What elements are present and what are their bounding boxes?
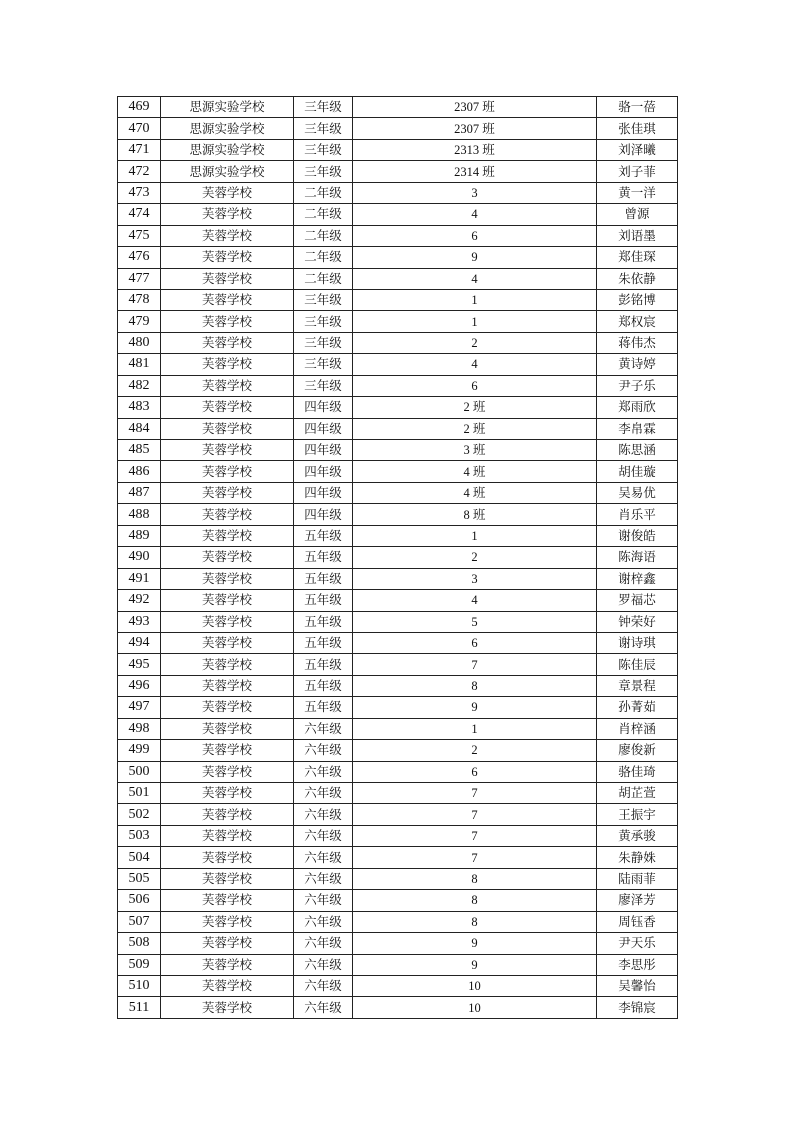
grade-cell: 六年级 [294,847,353,868]
table-row [118,247,678,268]
table-row [118,761,678,782]
student-name-cell: 黄一洋 [597,182,678,203]
row-number-cell: 505 [118,868,161,889]
school-name-cell: 芙蓉学校 [161,547,294,568]
class-cell: 9 [353,697,597,718]
grade-cell: 四年级 [294,504,353,525]
school-name-cell: 芙蓉学校 [161,418,294,439]
row-number-cell: 503 [118,825,161,846]
school-name-cell: 芙蓉学校 [161,268,294,289]
school-name-cell: 芙蓉学校 [161,718,294,739]
student-list-table [117,96,678,1019]
row-number-cell: 500 [118,761,161,782]
student-name-cell: 罗福芯 [597,590,678,611]
school-name-cell: 芙蓉学校 [161,289,294,310]
school-name-cell: 芙蓉学校 [161,568,294,589]
school-name-cell: 芙蓉学校 [161,311,294,332]
school-name-cell: 思源实验学校 [161,118,294,139]
student-name-cell: 刘泽曦 [597,139,678,160]
row-number-cell: 476 [118,247,161,268]
school-name-cell: 芙蓉学校 [161,804,294,825]
table-row [118,354,678,375]
class-cell: 7 [353,825,597,846]
class-cell: 9 [353,954,597,975]
table-row [118,311,678,332]
class-cell: 8 [353,890,597,911]
school-name-cell: 芙蓉学校 [161,975,294,996]
grade-cell: 六年级 [294,954,353,975]
grade-cell: 六年级 [294,804,353,825]
table-row [118,547,678,568]
student-name-cell: 张佳琪 [597,118,678,139]
grade-cell: 四年级 [294,482,353,503]
grade-cell: 三年级 [294,139,353,160]
class-cell: 7 [353,804,597,825]
row-number-cell: 504 [118,847,161,868]
table-row [118,911,678,932]
student-name-cell: 郑雨欣 [597,397,678,418]
table-row [118,997,678,1018]
student-name-cell: 黄诗婷 [597,354,678,375]
school-name-cell: 芙蓉学校 [161,783,294,804]
class-cell: 4 班 [353,482,597,503]
class-cell: 6 [353,225,597,246]
class-cell: 2 [353,740,597,761]
class-cell: 7 [353,783,597,804]
table-row [118,654,678,675]
student-name-cell: 谢俊皓 [597,525,678,546]
student-name-cell: 郑权宸 [597,311,678,332]
grade-cell: 四年级 [294,461,353,482]
class-cell: 4 [353,590,597,611]
class-cell: 9 [353,933,597,954]
grade-cell: 三年级 [294,118,353,139]
row-number-cell: 480 [118,332,161,353]
student-name-cell: 吴馨怡 [597,975,678,996]
grade-cell: 六年级 [294,933,353,954]
grade-cell: 六年级 [294,911,353,932]
grade-cell: 五年级 [294,654,353,675]
row-number-cell: 470 [118,118,161,139]
grade-cell: 三年级 [294,97,353,118]
table-row [118,139,678,160]
row-number-cell: 509 [118,954,161,975]
student-name-cell: 陆雨菲 [597,868,678,889]
grade-cell: 三年级 [294,354,353,375]
grade-cell: 三年级 [294,332,353,353]
table-row [118,118,678,139]
class-cell: 2314 班 [353,161,597,182]
table-row [118,161,678,182]
class-cell: 1 [353,525,597,546]
table-row [118,97,678,118]
row-number-cell: 502 [118,804,161,825]
student-name-cell: 陈海语 [597,547,678,568]
row-number-cell: 493 [118,611,161,632]
grade-cell: 五年级 [294,675,353,696]
class-cell: 8 [353,911,597,932]
school-name-cell: 思源实验学校 [161,161,294,182]
table-row [118,890,678,911]
table-row [118,740,678,761]
table-row [118,568,678,589]
student-name-cell: 周钰香 [597,911,678,932]
class-cell: 8 [353,868,597,889]
class-cell: 2 班 [353,418,597,439]
class-cell: 9 [353,247,597,268]
school-name-cell: 芙蓉学校 [161,375,294,396]
row-number-cell: 490 [118,547,161,568]
school-name-cell: 思源实验学校 [161,97,294,118]
grade-cell: 五年级 [294,590,353,611]
row-number-cell: 484 [118,418,161,439]
class-cell: 1 [353,289,597,310]
row-number-cell: 482 [118,375,161,396]
student-name-cell: 李思彤 [597,954,678,975]
student-name-cell: 章景程 [597,675,678,696]
school-name-cell: 芙蓉学校 [161,182,294,203]
school-name-cell: 芙蓉学校 [161,911,294,932]
row-number-cell: 487 [118,482,161,503]
student-name-cell: 朱静姝 [597,847,678,868]
class-cell: 4 [353,354,597,375]
student-name-cell: 钟荣好 [597,611,678,632]
grade-cell: 二年级 [294,225,353,246]
grade-cell: 三年级 [294,289,353,310]
row-number-cell: 507 [118,911,161,932]
student-name-cell: 孙菁茹 [597,697,678,718]
school-name-cell: 芙蓉学校 [161,504,294,525]
class-cell: 4 [353,268,597,289]
row-number-cell: 511 [118,997,161,1018]
school-name-cell: 芙蓉学校 [161,890,294,911]
table-row [118,632,678,653]
grade-cell: 二年级 [294,204,353,225]
class-cell: 2313 班 [353,139,597,160]
school-name-cell: 芙蓉学校 [161,997,294,1018]
grade-cell: 二年级 [294,247,353,268]
row-number-cell: 483 [118,397,161,418]
student-name-cell: 胡芷萱 [597,783,678,804]
school-name-cell: 芙蓉学校 [161,354,294,375]
row-number-cell: 485 [118,440,161,461]
class-cell: 4 [353,204,597,225]
row-number-cell: 494 [118,632,161,653]
class-cell: 2 [353,547,597,568]
grade-cell: 六年级 [294,740,353,761]
table-row [118,418,678,439]
grade-cell: 六年级 [294,890,353,911]
row-number-cell: 488 [118,504,161,525]
row-number-cell: 498 [118,718,161,739]
table-row [118,868,678,889]
class-cell: 4 班 [353,461,597,482]
row-number-cell: 479 [118,311,161,332]
class-cell: 3 班 [353,440,597,461]
table-row [118,440,678,461]
row-number-cell: 472 [118,161,161,182]
grade-cell: 六年级 [294,975,353,996]
class-cell: 3 [353,182,597,203]
grade-cell: 三年级 [294,161,353,182]
table-row [118,182,678,203]
student-name-cell: 廖泽芳 [597,890,678,911]
student-name-cell: 廖俊新 [597,740,678,761]
table-row [118,225,678,246]
grade-cell: 五年级 [294,632,353,653]
school-name-cell: 芙蓉学校 [161,482,294,503]
table-row [118,783,678,804]
table-row [118,268,678,289]
class-cell: 7 [353,654,597,675]
table-row [118,975,678,996]
student-name-cell: 郑佳琛 [597,247,678,268]
class-cell: 1 [353,718,597,739]
table-body [118,97,678,1019]
table-row [118,375,678,396]
student-name-cell: 胡佳璇 [597,461,678,482]
row-number-cell: 492 [118,590,161,611]
student-name-cell: 曾源 [597,204,678,225]
school-name-cell: 芙蓉学校 [161,675,294,696]
grade-cell: 四年级 [294,418,353,439]
school-name-cell: 芙蓉学校 [161,847,294,868]
grade-cell: 三年级 [294,311,353,332]
table-row [118,718,678,739]
class-cell: 6 [353,375,597,396]
grade-cell: 五年级 [294,525,353,546]
grade-cell: 六年级 [294,718,353,739]
school-name-cell: 芙蓉学校 [161,204,294,225]
row-number-cell: 478 [118,289,161,310]
school-name-cell: 芙蓉学校 [161,740,294,761]
class-cell: 2307 班 [353,97,597,118]
table-row [118,461,678,482]
school-name-cell: 芙蓉学校 [161,933,294,954]
row-number-cell: 477 [118,268,161,289]
school-name-cell: 芙蓉学校 [161,761,294,782]
row-number-cell: 496 [118,675,161,696]
grade-cell: 六年级 [294,997,353,1018]
row-number-cell: 501 [118,783,161,804]
grade-cell: 五年级 [294,568,353,589]
row-number-cell: 473 [118,182,161,203]
row-number-cell: 506 [118,890,161,911]
grade-cell: 五年级 [294,547,353,568]
row-number-cell: 491 [118,568,161,589]
grade-cell: 五年级 [294,697,353,718]
student-name-cell: 骆一蓓 [597,97,678,118]
row-number-cell: 474 [118,204,161,225]
row-number-cell: 510 [118,975,161,996]
grade-cell: 四年级 [294,397,353,418]
grade-cell: 六年级 [294,783,353,804]
school-name-cell: 芙蓉学校 [161,397,294,418]
class-cell: 6 [353,632,597,653]
grade-cell: 三年级 [294,375,353,396]
class-cell: 2307 班 [353,118,597,139]
school-name-cell: 芙蓉学校 [161,825,294,846]
table-row [118,933,678,954]
student-name-cell: 肖乐平 [597,504,678,525]
table-row [118,954,678,975]
grade-cell: 六年级 [294,761,353,782]
grade-cell: 六年级 [294,868,353,889]
class-cell: 3 [353,568,597,589]
student-name-cell: 肖梓涵 [597,718,678,739]
class-cell: 1 [353,311,597,332]
grade-cell: 二年级 [294,182,353,203]
class-cell: 8 班 [353,504,597,525]
grade-cell: 六年级 [294,825,353,846]
student-name-cell: 刘语墨 [597,225,678,246]
student-name-cell: 黄承骏 [597,825,678,846]
class-cell: 10 [353,975,597,996]
table-row [118,590,678,611]
school-name-cell: 芙蓉学校 [161,590,294,611]
student-name-cell: 朱依静 [597,268,678,289]
table-row [118,675,678,696]
school-name-cell: 芙蓉学校 [161,461,294,482]
student-name-cell: 骆佳琦 [597,761,678,782]
student-name-cell: 谢梓鑫 [597,568,678,589]
table-row [118,332,678,353]
row-number-cell: 475 [118,225,161,246]
row-number-cell: 497 [118,697,161,718]
student-name-cell: 李锦宸 [597,997,678,1018]
table-row [118,825,678,846]
class-cell: 6 [353,761,597,782]
student-name-cell: 吴易优 [597,482,678,503]
school-name-cell: 芙蓉学校 [161,697,294,718]
school-name-cell: 思源实验学校 [161,139,294,160]
student-name-cell: 王振宇 [597,804,678,825]
student-name-cell: 蒋伟杰 [597,332,678,353]
class-cell: 2 班 [353,397,597,418]
table-row [118,397,678,418]
class-cell: 8 [353,675,597,696]
table-row [118,697,678,718]
row-number-cell: 471 [118,139,161,160]
student-name-cell: 李帛霖 [597,418,678,439]
table-row [118,804,678,825]
school-name-cell: 芙蓉学校 [161,440,294,461]
school-name-cell: 芙蓉学校 [161,654,294,675]
school-name-cell: 芙蓉学校 [161,332,294,353]
class-cell: 2 [353,332,597,353]
table-row [118,847,678,868]
row-number-cell: 486 [118,461,161,482]
table-row [118,289,678,310]
school-name-cell: 芙蓉学校 [161,525,294,546]
grade-cell: 五年级 [294,611,353,632]
table-row [118,525,678,546]
grade-cell: 二年级 [294,268,353,289]
school-name-cell: 芙蓉学校 [161,611,294,632]
student-name-cell: 陈思涵 [597,440,678,461]
school-name-cell: 芙蓉学校 [161,954,294,975]
row-number-cell: 469 [118,97,161,118]
school-name-cell: 芙蓉学校 [161,868,294,889]
school-name-cell: 芙蓉学校 [161,247,294,268]
row-number-cell: 489 [118,525,161,546]
table-row [118,482,678,503]
student-name-cell: 谢诗琪 [597,632,678,653]
table-row [118,204,678,225]
class-cell: 5 [353,611,597,632]
school-name-cell: 芙蓉学校 [161,225,294,246]
grade-cell: 四年级 [294,440,353,461]
row-number-cell: 499 [118,740,161,761]
student-name-cell: 彭铭博 [597,289,678,310]
row-number-cell: 495 [118,654,161,675]
student-name-cell: 尹天乐 [597,933,678,954]
table-row [118,504,678,525]
student-name-cell: 尹子乐 [597,375,678,396]
class-cell: 7 [353,847,597,868]
table-row [118,611,678,632]
school-name-cell: 芙蓉学校 [161,632,294,653]
class-cell: 10 [353,997,597,1018]
student-name-cell: 刘子菲 [597,161,678,182]
row-number-cell: 508 [118,933,161,954]
row-number-cell: 481 [118,354,161,375]
student-name-cell: 陈佳辰 [597,654,678,675]
